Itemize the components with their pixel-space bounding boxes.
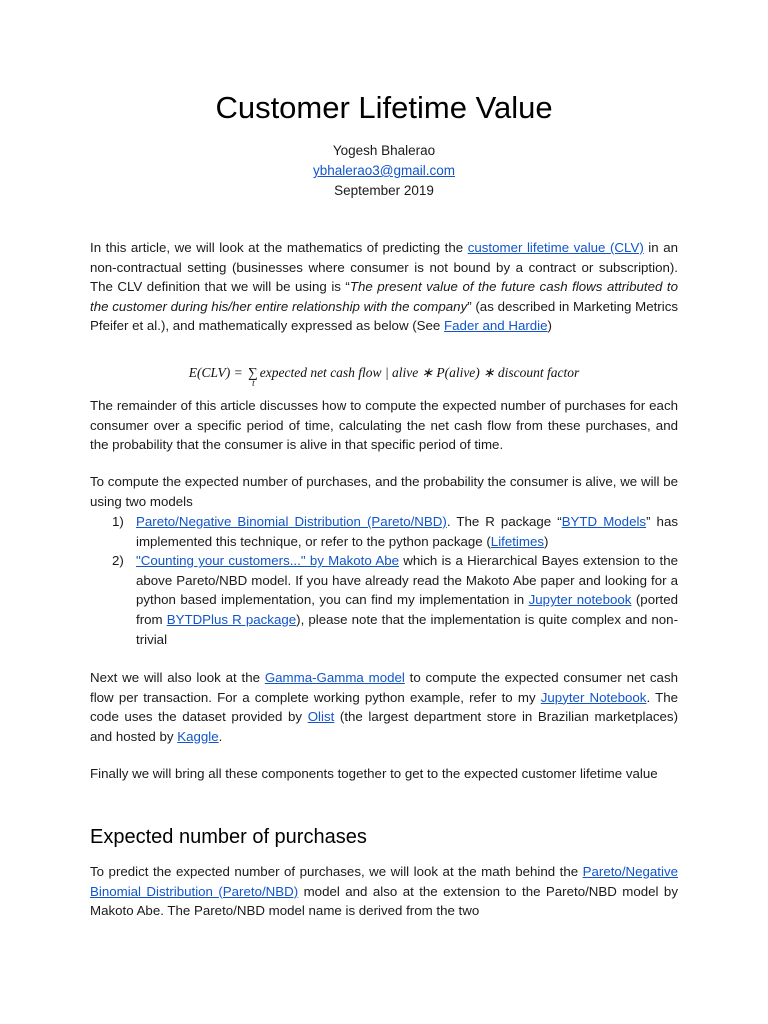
link-pareto-nbd-2[interactable]: Pareto/Negative Binomial Distribution (Pareto/NBD)	[90, 864, 678, 899]
link-gamma-gamma[interactable]: Gamma-Gamma model	[264, 670, 405, 685]
section-heading: Expected number of purchases	[90, 826, 367, 848]
author-email	[0, 161, 768, 181]
document-date: September 2019	[334, 183, 434, 198]
paragraph-remainder: The remainder of this article discusses how to compute the expected number of purchases for each consumer over a specific period of time, calculating the net cash flow from these purchases, and the probability that the consumer is alive in that specific period of time.	[90, 398, 678, 453]
list-text: (ported from	[136, 592, 679, 627]
list-number: 1)	[112, 514, 124, 529]
link-olist[interactable]: Olist	[307, 709, 335, 725]
list-item	[90, 512, 678, 551]
para-text: model and also at the extension to the Pareto/NBD model by Makoto Abe. The Pareto/NBD model name is derived from the two	[90, 883, 678, 919]
link-jupyter-notebook-2[interactable]: Jupyter Notebook	[540, 689, 647, 705]
list-text: ), please note that the implementation is quite complex and non-trivial	[136, 611, 678, 647]
link-lifetimes[interactable]: Lifetimes	[490, 533, 545, 549]
email-link[interactable]: ybhalerao3@gmail.com	[312, 163, 456, 178]
intro-text-3: ” (as described in Marketing Metrics Pfeifer et al.), and mathematically expressed as below (See	[90, 298, 678, 334]
paragraph-gamma-gamma	[90, 668, 678, 746]
para-text: .	[218, 728, 223, 744]
link-pareto-nbd[interactable]: Pareto/Negative Binomial Distribution (Pareto/NBD)	[136, 514, 447, 529]
intro-text-4: )	[547, 318, 552, 334]
link-bytd-models[interactable]: BYTD Models	[561, 514, 647, 529]
para-text: To predict the expected number of purchases, we will look at the math behind the	[90, 864, 583, 879]
formula-left: E(CLV) =	[188, 365, 247, 380]
intro-paragraph	[90, 238, 678, 336]
list-number: 2)	[112, 553, 124, 569]
link-bytdplus[interactable]: BYTDPlus R package	[166, 611, 297, 627]
paragraph-models-intro: To compute the expected number of purchases, and the probability the consumer is alive, we will be using two models	[90, 474, 678, 509]
author-name: Yogesh Bhalerao	[332, 143, 436, 158]
link-clv[interactable]: customer lifetime value (CLV)	[467, 240, 644, 255]
list-text: ” has implemented this technique, or refer to the python package (	[136, 514, 678, 549]
para-text: . The code uses the dataset provided by	[90, 689, 679, 725]
list-text: . The R package “	[446, 514, 562, 529]
formula-sum-subscript: t	[252, 378, 255, 388]
para-text: Next we will also look at the	[90, 670, 265, 685]
list-text: )	[544, 533, 549, 549]
link-counting-customers[interactable]: "Counting your customers..." by Makoto Abe	[136, 553, 399, 569]
models-list	[90, 512, 678, 649]
paragraph-finally: Finally we will bring all these components together to get to the expected customer lifetime value	[90, 766, 658, 781]
link-jupyter-notebook[interactable]: Jupyter notebook	[528, 592, 632, 608]
clv-formula	[0, 365, 768, 388]
formula-sum-symbol	[248, 365, 258, 388]
paragraph-expected-purchases	[90, 862, 678, 921]
formula-right: expected net cash flow | alive ∗ P(alive) ∗ discount factor	[259, 365, 580, 380]
intro-text-2: in an non-contractual setting (businesses where consumer is not bound by a contract or subscription). The CLV definition that we will be using is “	[90, 240, 679, 295]
para-text: (the largest department store in Brazilian marketplaces) and hosted by	[90, 709, 678, 744]
list-item	[90, 551, 678, 649]
document-title: Customer Lifetime Value	[215, 90, 553, 125]
link-fader-hardie[interactable]: Fader and Hardie	[444, 318, 548, 334]
formula-sum-glyph: ∑	[248, 365, 258, 380]
link-kaggle[interactable]: Kaggle	[177, 728, 219, 744]
intro-text-1: In this article, we will look at the mathematics of predicting the	[90, 240, 468, 255]
list-text: which is a Hierarchical Bayes extension to the above Pareto/NBD model. If you have already read the Makoto Abe paper and looking for a python based implementation, you can find my implementation in	[136, 553, 678, 608]
para-text: to compute the expected consumer net cash flow per transaction. For a complete working python example, refer to my	[90, 670, 678, 705]
clv-definition-quote: The present value of the future cash flows attributed to the customer during his/her entire relationship with the company	[90, 279, 678, 314]
